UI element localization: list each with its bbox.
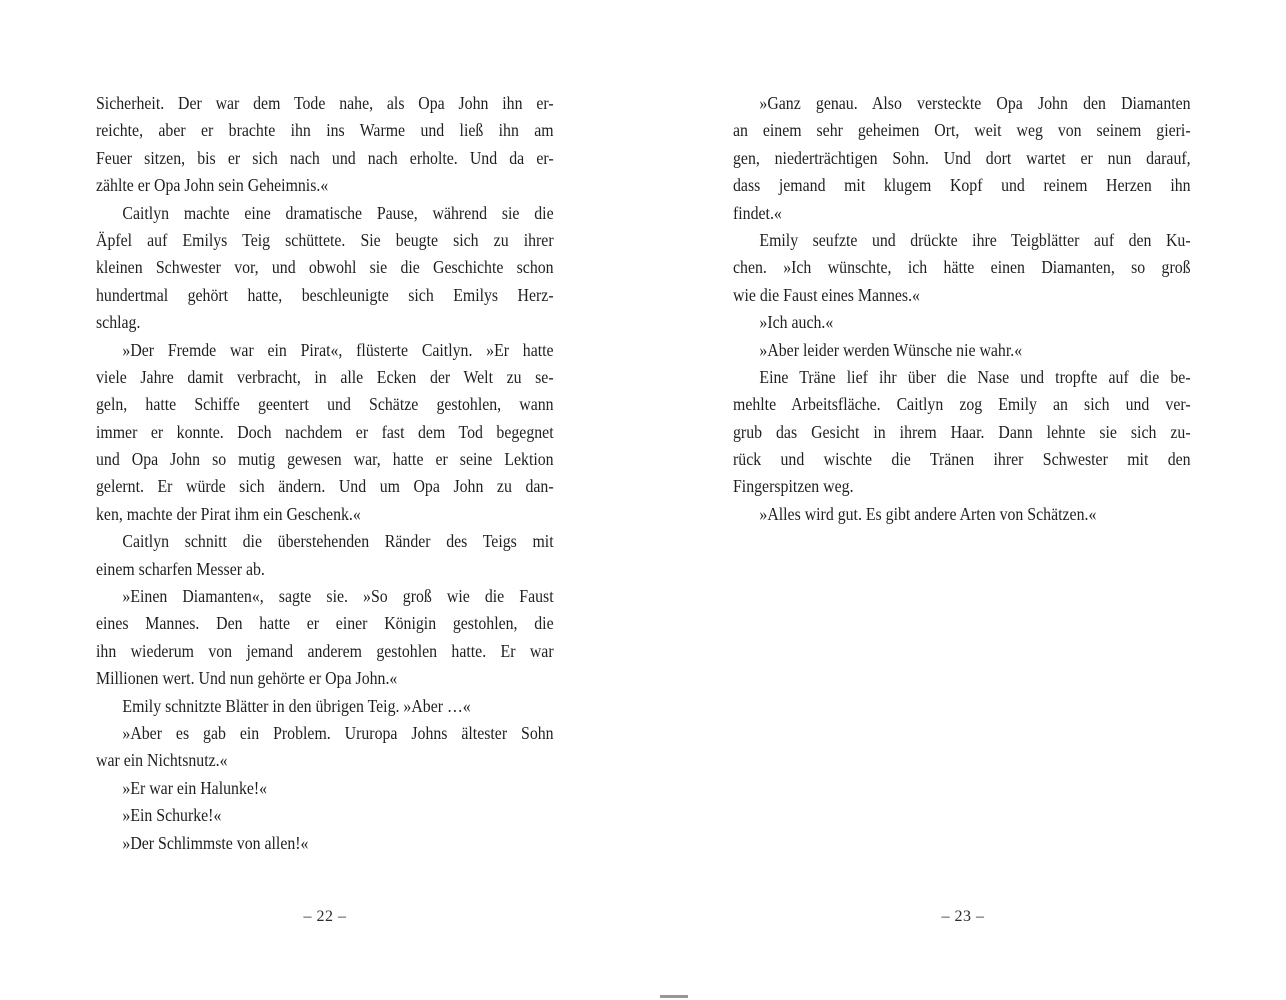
text-line: Fingerspitzen weg. bbox=[733, 476, 854, 497]
text-line: kleinen Schwester vor, und obwohl sie die Geschichte schon bbox=[96, 257, 554, 278]
text-line: Emily seufzte und drückte ihre Teigblätter auf den Ku- bbox=[759, 229, 1191, 250]
text-line: Feuer sitzen, bis er sich nach und nach erholte. Und da er- bbox=[96, 147, 554, 168]
text-line: Äpfel auf Emilys Teig schüttete. Sie beugte sich zu ihrer bbox=[96, 229, 554, 250]
text-line: und Opa John so mutig gewesen war, hatte er seine Lektion bbox=[96, 449, 554, 470]
text-line: Eine Träne lief ihr über die Nase und tropfte auf die be- bbox=[759, 366, 1191, 387]
text-line: grub das Gesicht in ihrem Haar. Dann lehnte sie sich zu- bbox=[733, 421, 1191, 442]
text-line: Caitlyn machte eine dramatische Pause, während sie die bbox=[122, 202, 554, 223]
text-line: Millionen wert. Und nun gehörte er Opa John.« bbox=[96, 668, 398, 689]
text-line: einem scharfen Messer ab. bbox=[96, 558, 265, 579]
text-line: hundertmal gehört hatte, beschleunigte sich Emilys Herz- bbox=[96, 284, 554, 305]
text-line: »Er war ein Halunke!« bbox=[122, 777, 268, 798]
text-line: »Alles wird gut. Es gibt andere Arten von Schätzen.« bbox=[759, 503, 1097, 524]
text-line: an einem sehr geheimen Ort, weit weg von seinem gieri- bbox=[733, 120, 1191, 141]
text-line: war ein Nichtsnutz.« bbox=[96, 750, 228, 771]
page-left-text-block bbox=[96, 90, 554, 857]
text-line: Sicherheit. Der war dem Tode nahe, als Opa John ihn er- bbox=[96, 93, 554, 113]
text-line: dass jemand mit klugem Kopf und reinem Herzen ihn bbox=[733, 175, 1191, 196]
text-line: wie die Faust eines Mannes.« bbox=[733, 284, 920, 305]
text-line: chen. »Ich wünschte, ich hätte einen Diamanten, so groß bbox=[733, 257, 1191, 278]
text-line: geln, hatte Schiffe geentert und Schätze gestohlen, wann bbox=[96, 394, 554, 415]
text-line: »Aber es gab ein Problem. Ururopa Johns ältester Sohn bbox=[122, 722, 554, 743]
text-line: »Einen Diamanten«, sagte sie. »So groß wie die Faust bbox=[122, 586, 554, 607]
text-line: mehlte Arbeitsfläche. Caitlyn zog Emily an sich und ver- bbox=[733, 394, 1191, 415]
text-line: immer er konnte. Doch nachdem er fast dem Tod begegnet bbox=[96, 421, 554, 442]
text-line: »Ein Schurke!« bbox=[122, 805, 222, 826]
text-line: gen, niederträchtigen Sohn. Und dort wartet er nun darauf, bbox=[733, 147, 1191, 168]
text-line: Caitlyn schnitt die überstehenden Ränder des Teigs mit bbox=[122, 531, 554, 552]
text-line: reichte, aber er brachte ihn ins Warme und ließ ihn am bbox=[96, 120, 554, 141]
page-right-text-block bbox=[733, 90, 1193, 528]
page-number-left: – 22 – bbox=[303, 908, 347, 925]
text-line: »Aber leider werden Wünsche nie wahr.« bbox=[759, 339, 1023, 360]
text-line: gelernt. Er würde sich ändern. Und um Opa John zu dan- bbox=[96, 476, 554, 497]
text-line: »Der Schlimmste von allen!« bbox=[122, 832, 309, 853]
text-line: ken, machte der Pirat ihm ein Geschenk.« bbox=[96, 503, 361, 524]
partial-bottom-edge-mark bbox=[660, 995, 688, 998]
text-line: rück und wischte die Tränen ihrer Schwester mit den bbox=[733, 449, 1191, 470]
text-line: zählte er Opa John sein Geheimnis.« bbox=[96, 175, 329, 196]
text-line: Emily schnitzte Blätter in den übrigen Teig. »Aber …« bbox=[122, 695, 471, 716]
text-line: eines Mannes. Den hatte er einer Königin gestohlen, die bbox=[96, 613, 554, 634]
page-number-right: – 23 – bbox=[941, 908, 985, 925]
text-line: viele Jahre damit verbracht, in alle Ecken der Welt zu se- bbox=[96, 366, 554, 387]
text-line: »Ganz genau. Also versteckte Opa John den Diamanten bbox=[759, 93, 1191, 113]
text-line: »Ich auch.« bbox=[759, 312, 834, 333]
text-line: ihn wiederum von jemand anderem gestohlen hatte. Er war bbox=[96, 640, 554, 661]
text-line: schlag. bbox=[96, 312, 141, 333]
text-line: »Der Fremde war ein Pirat«, flüsterte Caitlyn. »Er hatte bbox=[122, 339, 554, 360]
text-line: findet.« bbox=[733, 202, 782, 223]
